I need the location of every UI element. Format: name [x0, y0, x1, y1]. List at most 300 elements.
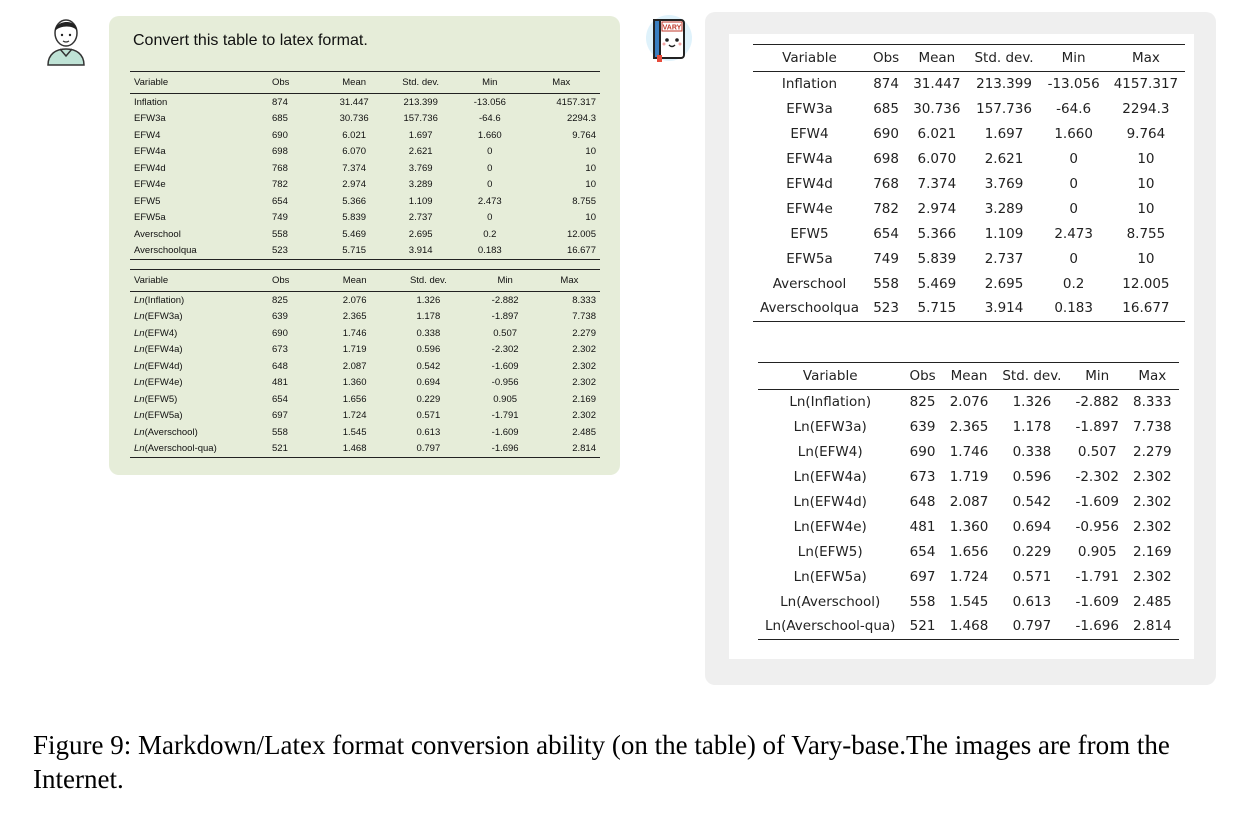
- table-cell: 2.621: [408, 146, 433, 158]
- table-cell: 3.914: [967, 296, 1040, 321]
- table-cell: 16.677: [523, 243, 600, 260]
- table-cell: [130, 342, 268, 359]
- table-cell: 10: [1137, 200, 1155, 217]
- table-cell: 2.302: [572, 360, 596, 372]
- table-row: [758, 490, 1179, 515]
- table-cell: 1.656: [342, 393, 367, 405]
- table-cell: 2.087: [342, 360, 367, 372]
- table-cell: 654: [272, 393, 288, 405]
- table-row: [130, 210, 600, 227]
- col-header: Mean: [943, 363, 996, 390]
- table-row: [753, 296, 1185, 321]
- table-cell: 0.613: [416, 426, 441, 438]
- table-cell: Ln(Averschool): [780, 593, 881, 610]
- table-cell: 2.814: [1126, 614, 1179, 639]
- col-header: Mean: [906, 45, 967, 72]
- table-cell: 1.178: [1012, 419, 1052, 436]
- table-cell: 521: [902, 614, 942, 639]
- table-cell: 685: [272, 113, 288, 125]
- col-header: Obs: [866, 45, 906, 72]
- table-cell: 3.769: [408, 162, 433, 174]
- table-cell: 1.178: [416, 311, 441, 323]
- table-row: [753, 172, 1185, 197]
- ln-prefix: Ln: [134, 327, 145, 339]
- table-cell: 639: [272, 311, 288, 323]
- table-row: [130, 325, 600, 342]
- ln-prefix: Ln: [134, 311, 145, 323]
- table-cell: 0: [1069, 176, 1078, 192]
- table-cell: 768: [873, 176, 899, 192]
- table-cell: 2.473: [477, 195, 502, 207]
- table-row: [130, 342, 600, 359]
- table-cell: 2294.3: [566, 113, 596, 125]
- table-row: [753, 246, 1185, 271]
- table-cell: Inflation: [781, 76, 838, 93]
- table-cell: EFW4d: [134, 162, 166, 174]
- table-cell: Inflation: [134, 96, 168, 108]
- cell-text: (Averschool-qua): [144, 443, 217, 455]
- table-row: [753, 271, 1185, 296]
- table-cell: Ln(EFW4e): [793, 518, 867, 535]
- table-cell: Ln(Averschool-qua): [758, 614, 902, 639]
- table-cell: Ln(EFW5): [797, 543, 863, 560]
- table-cell: 654: [909, 543, 936, 560]
- table-cell: 3.289: [408, 179, 433, 191]
- table-cell: 1.719: [342, 344, 367, 356]
- cell-text: (EFW4): [144, 327, 178, 339]
- table-cell: EFW4: [134, 129, 161, 141]
- table-cell: 2.302: [572, 410, 596, 422]
- table-cell: 768: [272, 162, 288, 174]
- table-cell: 2.302: [1133, 518, 1172, 535]
- table-cell: Ln(EFW3a): [793, 419, 867, 436]
- table-cell: -1.609: [1075, 593, 1119, 610]
- table-row: [130, 375, 600, 392]
- table-cell: 2.302: [1133, 469, 1172, 486]
- table-cell: 782: [873, 200, 899, 217]
- table-cell: 0: [1069, 250, 1078, 267]
- cell-text: (EFW4e): [144, 377, 183, 389]
- table-cell: EFW5a: [786, 250, 833, 267]
- table-row: [753, 196, 1185, 221]
- ln-prefix: Ln: [134, 360, 145, 372]
- table-cell: 5.715: [906, 296, 967, 321]
- table-row: [130, 309, 600, 326]
- table-cell: 5.469: [917, 275, 957, 292]
- ln-prefix: Ln: [134, 377, 145, 389]
- table-cell: 0.338: [1012, 444, 1052, 461]
- table-cell: 698: [272, 146, 288, 158]
- col-header: Variable: [130, 72, 268, 94]
- table-cell: 0: [1069, 200, 1078, 217]
- table-cell: EFW4d: [786, 176, 833, 192]
- table-cell: 2.169: [1133, 543, 1172, 560]
- table-cell: 2.737: [408, 212, 433, 224]
- table-cell: 2.302: [1133, 494, 1172, 510]
- table-cell: 558: [272, 228, 288, 240]
- user-message-card: [109, 16, 620, 475]
- cell-text: (Averschool): [144, 426, 198, 438]
- table-row: [130, 226, 600, 243]
- table-cell: EFW3a: [786, 101, 833, 118]
- table-cell: 1.724: [342, 410, 367, 422]
- table-cell: -2.882: [491, 294, 519, 306]
- table-cell: 2294.3: [1122, 101, 1170, 118]
- table-cell: 6.070: [342, 146, 367, 158]
- table-cell: 5.366: [917, 225, 957, 242]
- table-cell: 2.473: [1054, 225, 1093, 242]
- table-cell: 685: [873, 101, 899, 118]
- table-row: [130, 408, 600, 425]
- table-row: [130, 177, 600, 194]
- table-cell: 5.366: [342, 195, 367, 207]
- table-cell: 2.365: [342, 311, 367, 323]
- table-cell: 1.746: [949, 444, 989, 461]
- table-cell: 1.326: [416, 294, 441, 306]
- table-cell: 2.076: [949, 394, 989, 411]
- table-cell: 2.974: [917, 200, 957, 217]
- table-cell: 0.507: [493, 327, 518, 339]
- table-cell: [130, 292, 268, 309]
- table-cell: 2.076: [342, 294, 367, 306]
- table-row: [758, 415, 1179, 440]
- table-cell: 5.839: [342, 212, 367, 224]
- table-cell: 0.797: [385, 441, 471, 458]
- table-cell: 157.736: [976, 101, 1032, 118]
- table-cell: 9.764: [1126, 126, 1166, 143]
- table-row: [758, 589, 1179, 614]
- vary-badge-text: VARY: [662, 24, 682, 32]
- table-cell: 481: [909, 518, 936, 535]
- table-cell: 749: [873, 250, 899, 267]
- table-cell: 1.468: [943, 614, 996, 639]
- table-cell: 1.109: [408, 195, 433, 207]
- table-cell: -64.6: [478, 113, 501, 125]
- table-cell: 690: [873, 126, 899, 143]
- table-row: [753, 221, 1185, 246]
- table-cell: EFW5a: [134, 212, 166, 224]
- table-cell: -64.6: [1056, 101, 1092, 118]
- table-cell: 1.360: [342, 377, 367, 389]
- table-cell: 8.755: [572, 195, 596, 207]
- table-cell: 0.183: [457, 243, 522, 260]
- table-cell: [130, 358, 268, 375]
- table-cell: 2.302: [572, 377, 596, 389]
- table-cell: 12.005: [566, 228, 596, 240]
- table-cell: Averschoolqua: [753, 296, 866, 321]
- table-row: [130, 391, 600, 408]
- table-cell: 698: [873, 151, 899, 168]
- figure-caption: Figure 9: Markdown/Latex format conversion ability (on the table) of Vary-base.The images are from the Internet.: [33, 730, 1170, 794]
- table-cell: 3.769: [984, 176, 1024, 192]
- table-cell: 2.621: [984, 151, 1024, 168]
- table-cell: 1.656: [949, 543, 989, 560]
- table-cell: 6.021: [342, 129, 367, 141]
- col-header: Max: [1107, 45, 1185, 72]
- table-cell: 0: [487, 179, 493, 191]
- table-row: [758, 564, 1179, 589]
- table-cell: Ln(Inflation): [789, 394, 872, 411]
- table-cell: Averschoolqua: [130, 243, 268, 260]
- table-cell: 825: [272, 294, 288, 306]
- table-cell: -1.609: [491, 360, 519, 372]
- table-cell: -1.696: [471, 441, 538, 458]
- table-cell: 654: [272, 195, 288, 207]
- table-cell: 10: [1137, 151, 1155, 168]
- table-cell: 0.183: [1041, 296, 1107, 321]
- table-cell: 648: [909, 494, 936, 510]
- table-cell: EFW4e: [786, 200, 833, 217]
- table-cell: 654: [873, 225, 899, 242]
- col-header: Mean: [324, 270, 385, 292]
- table-cell: [130, 424, 268, 441]
- ln-prefix: Ln: [134, 426, 145, 438]
- table-cell: 1.719: [949, 469, 989, 486]
- table-cell: 481: [272, 377, 288, 389]
- cell-text: (EFW4a): [144, 344, 183, 356]
- table-cell: 2.485: [1133, 593, 1172, 610]
- table-cell: 31.447: [913, 76, 961, 93]
- col-header: Variable: [753, 45, 866, 72]
- table-row: [753, 147, 1185, 172]
- table-cell: 0: [487, 162, 493, 174]
- table-row: [130, 111, 600, 128]
- table-cell: 2.169: [572, 393, 596, 405]
- table-cell: 673: [272, 344, 288, 356]
- prompt-text: Convert this table to latex format.: [133, 32, 368, 49]
- table-cell: 16.677: [1107, 296, 1185, 321]
- table-cell: 6.021: [917, 126, 957, 143]
- col-header: Max: [523, 72, 600, 94]
- table-cell: -2.882: [1075, 394, 1119, 411]
- table-row: [130, 243, 600, 260]
- table-cell: Ln(EFW4d): [793, 494, 867, 510]
- table-cell: 2.695: [984, 275, 1024, 292]
- table-cell: 10: [585, 146, 596, 158]
- table-row: [130, 144, 600, 161]
- table-cell: 2.485: [572, 426, 596, 438]
- table-cell: 523: [866, 296, 906, 321]
- table-row: [758, 465, 1179, 490]
- table-cell: 690: [909, 444, 936, 461]
- table-cell: 1.724: [949, 568, 989, 585]
- table-cell: -1.897: [1075, 419, 1119, 436]
- table-header-row: [130, 72, 600, 94]
- cell-text: (EFW5): [144, 393, 178, 405]
- table-cell: 10: [585, 212, 596, 224]
- table-cell: EFW4: [790, 126, 829, 143]
- table-cell: 7.738: [1133, 419, 1172, 436]
- col-header: Obs: [268, 72, 324, 94]
- table-cell: 2.695: [408, 228, 433, 240]
- table-cell: [130, 375, 268, 392]
- table-cell: 12.005: [1122, 275, 1170, 292]
- cell-text: (EFW3a): [144, 311, 183, 323]
- table-cell: 1.545: [949, 593, 989, 610]
- vary-book-icon: [643, 14, 695, 62]
- table-cell: 3.914: [384, 243, 457, 260]
- table-cell: 0.694: [1012, 518, 1052, 535]
- table-cell: 0.694: [416, 377, 441, 389]
- table-cell: 2.279: [572, 327, 596, 339]
- table-cell: -2.302: [491, 344, 519, 356]
- table-cell: 1.660: [477, 129, 502, 141]
- table-cell: 1.697: [408, 129, 433, 141]
- table-cell: 0.542: [416, 360, 441, 372]
- table-cell: 697: [909, 568, 936, 585]
- table-cell: -13.056: [473, 96, 506, 108]
- table-cell: -1.791: [491, 410, 519, 422]
- table-cell: 213.399: [976, 76, 1032, 93]
- table-cell: 10: [585, 162, 596, 174]
- table-row: [130, 424, 600, 441]
- table-cell: [130, 391, 268, 408]
- table-cell: 5.839: [917, 250, 957, 267]
- table-cell: 7.374: [342, 162, 367, 174]
- col-header: Min: [1041, 45, 1107, 72]
- table-cell: EFW3a: [134, 113, 166, 125]
- ln-prefix: Ln: [134, 344, 145, 356]
- table-cell: 7.374: [917, 176, 957, 192]
- col-header: Variable: [758, 363, 902, 390]
- table-cell: 0.596: [1012, 469, 1052, 486]
- table-cell: 697: [272, 410, 288, 422]
- table-cell: [130, 325, 268, 342]
- table-cell: -2.302: [1075, 469, 1119, 486]
- table-cell: 0.2: [1062, 275, 1085, 292]
- table-cell: 0.571: [1012, 568, 1052, 585]
- table-cell: 31.447: [339, 96, 369, 108]
- table-cell: EFW4a: [786, 151, 833, 168]
- table-cell: -1.609: [491, 426, 519, 438]
- col-header: Variable: [130, 270, 268, 292]
- table-cell: 0.229: [1012, 543, 1052, 560]
- table-cell: EFW5: [134, 195, 161, 207]
- table-cell: 213.399: [403, 96, 438, 108]
- table-cell: 690: [272, 327, 288, 339]
- table-cell: 0: [1069, 151, 1078, 168]
- table-cell: Ln(EFW4): [797, 444, 863, 461]
- table-cell: 3.289: [984, 200, 1024, 217]
- table-cell: 9.764: [572, 129, 596, 141]
- table-row: [753, 72, 1185, 97]
- col-header: Min: [1068, 363, 1126, 390]
- table-cell: 4157.317: [556, 96, 596, 108]
- table-cell: 4157.317: [1113, 76, 1179, 93]
- table-cell: 2.279: [1133, 444, 1172, 461]
- table-cell: EFW5: [790, 225, 829, 242]
- table-header-row: [753, 45, 1185, 72]
- table-cell: 690: [272, 129, 288, 141]
- source-table-2: [130, 269, 600, 458]
- table-cell: 523: [268, 243, 324, 260]
- table-cell: 558: [873, 275, 899, 292]
- table-cell: 1.746: [342, 327, 367, 339]
- col-header: Obs: [268, 270, 324, 292]
- table-cell: 5.469: [342, 228, 367, 240]
- ln-prefix: Ln: [134, 410, 145, 422]
- col-header: Std. dev.: [385, 270, 471, 292]
- table-cell: 2.974: [342, 179, 367, 191]
- table-cell: 0.2: [483, 228, 497, 240]
- table-cell: 2.365: [949, 419, 989, 436]
- ln-prefix: Ln: [134, 393, 145, 405]
- table-cell: 673: [909, 469, 936, 486]
- table-row: [130, 292, 600, 309]
- table-cell: 1.697: [984, 126, 1024, 143]
- table-row: [130, 358, 600, 375]
- table-cell: 30.736: [339, 113, 369, 125]
- table-cell: Averschool: [772, 275, 847, 292]
- table-cell: 874: [873, 76, 899, 93]
- table-row: [130, 127, 600, 144]
- table-cell: 7.738: [572, 311, 596, 323]
- table-cell: 749: [272, 212, 288, 224]
- table-cell: 157.736: [403, 113, 438, 125]
- ln-prefix: Ln: [134, 443, 145, 455]
- table-row: [130, 441, 600, 458]
- table-cell: [130, 309, 268, 326]
- table-cell: 8.755: [1126, 225, 1166, 242]
- table-row: [130, 193, 600, 210]
- table-cell: 0.507: [1077, 444, 1117, 461]
- table-cell: 2.087: [949, 494, 989, 510]
- table-cell: [130, 408, 268, 425]
- table-cell: Ln(EFW4a): [793, 469, 867, 486]
- model-response-card: [705, 12, 1216, 685]
- table-cell: 2.814: [539, 441, 600, 458]
- table-cell: 0.542: [1012, 494, 1052, 510]
- rendered-latex-output: [729, 34, 1194, 659]
- table-cell: 521: [268, 441, 324, 458]
- cell-text: (Inflation): [144, 294, 185, 306]
- table-cell: -1.696: [1068, 614, 1126, 639]
- table-cell: 639: [909, 419, 936, 436]
- table-row: [758, 614, 1179, 639]
- table-cell: [130, 441, 268, 458]
- user-avatar-icon: [44, 14, 88, 66]
- table-header-row: [758, 363, 1179, 390]
- table-row: [758, 539, 1179, 564]
- table-cell: 8.333: [572, 294, 596, 306]
- col-header: Min: [471, 270, 538, 292]
- table-cell: 1.109: [984, 225, 1024, 242]
- cell-text: (EFW5a): [144, 410, 183, 422]
- ln-prefix: Ln: [134, 294, 145, 306]
- table-cell: -0.956: [1075, 518, 1119, 535]
- table-cell: 30.736: [913, 101, 961, 118]
- table-cell: 0: [487, 212, 493, 224]
- col-header: Max: [1126, 363, 1179, 390]
- table-header-row: [130, 270, 600, 292]
- col-header: Std. dev.: [995, 363, 1068, 390]
- table-cell: 558: [909, 593, 936, 610]
- source-table-1: [130, 71, 600, 260]
- table-cell: 558: [272, 426, 288, 438]
- table-row: [130, 94, 600, 111]
- table-cell: 0.905: [493, 393, 518, 405]
- table-cell: 0.338: [416, 327, 441, 339]
- table-cell: 2.302: [1133, 568, 1172, 585]
- table-cell: 874: [272, 96, 288, 108]
- table-cell: -1.609: [1075, 494, 1119, 510]
- col-header: Std. dev.: [967, 45, 1040, 72]
- table-cell: 0.797: [995, 614, 1068, 639]
- table-cell: -13.056: [1047, 76, 1100, 93]
- table-cell: 648: [272, 360, 288, 372]
- table-cell: 0: [487, 146, 493, 158]
- table-cell: 1.468: [324, 441, 385, 458]
